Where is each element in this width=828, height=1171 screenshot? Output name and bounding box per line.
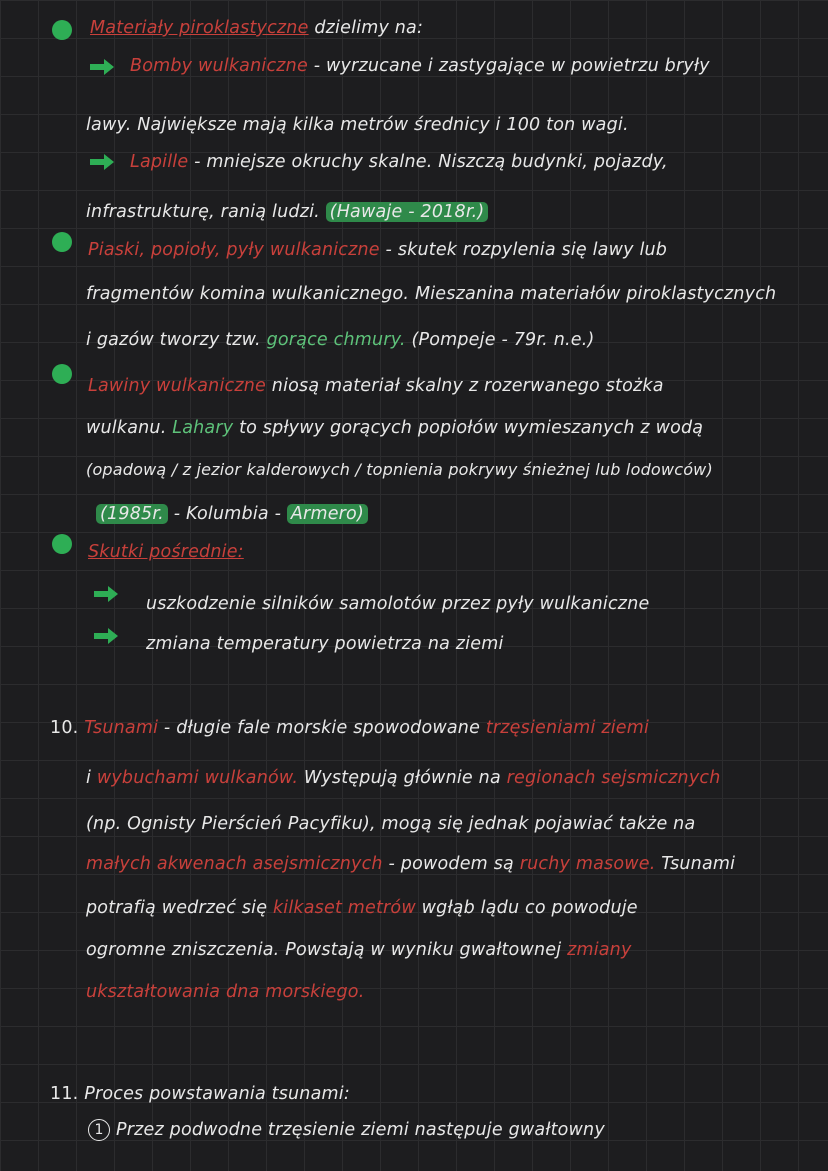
text: Przez podwodne trzęsienie ziemi następuje gwałtowny [116,1120,605,1140]
s11-title [50,1082,350,1106]
text: - skutek rozpylenia się lawy lub [385,240,668,260]
text: (Pompeje - 79r. n.e.) [411,330,595,350]
bullet-dot-icon [52,534,72,554]
arrow-right-icon [88,57,116,77]
s2-line-2: fragmentów komina wulkanicznego. Mieszanina materiałów piroklastycznych [86,284,777,304]
term-uksztaltowanie-dna: ukształtowania dna morskiego. [86,982,365,1002]
s2-line-1 [88,238,667,262]
highlight-1985: (1985r. [96,504,168,524]
highlight-hawaje: (Hawaje - 2018r.) [326,202,489,222]
text: - wyrzucane i zastygające w powietrzu bryły [313,56,710,76]
text: niosą materiał skalny z rozerwanego stożka [271,376,664,396]
s3-line-4 [96,502,368,526]
term-gorace-chmury: gorące chmury. [266,330,406,350]
text: wgłąb lądu co powoduje [421,898,638,918]
s1-line-5 [86,200,488,224]
s4-item-2: zmiana temperatury powietrza na ziemi [146,634,504,654]
text: Występują głównie na [303,768,501,788]
text: - mniejsze okruchy skalne. Niszczą budynki, pojazdy, [194,152,668,172]
s1-line-4 [130,150,668,174]
text: infrastrukturę, ranią ludzi. [86,202,320,222]
s11-step-1 [88,1118,605,1142]
term-skutki-posrednie: Skutki pośrednie: [88,542,244,562]
s3-line-1 [88,374,664,398]
text: Tsunami [661,854,736,874]
s10-line-6 [86,938,632,962]
term-kilkaset-metrow: kilkaset metrów [272,898,416,918]
term-ruchy-masowe: ruchy masowe. [519,854,656,874]
text: i gazów tworzy tzw. [86,330,261,350]
term-regiony-sejsmiczne: regionach sejsmicznych [506,768,721,788]
term-lahary: Lahary [172,418,234,438]
text: to spływy gorących popiołów wymieszanych z wodą [239,418,704,438]
term-materialy-piroklastyczne: Materiały piroklastyczne [90,18,309,38]
s4-title [88,540,244,564]
section-number: 11. [50,1084,79,1104]
bullet-dot-icon [52,364,72,384]
s10-line-3: (np. Ognisty Pierścień Pacyfiku), mogą się jednak pojawiać także na [86,814,696,834]
text: ogromne zniszczenia. Powstają w wyniku gwałtownej [86,940,562,960]
s10-line-2 [86,766,721,790]
s10-line-1 [50,716,649,740]
text: i [86,768,92,788]
text: Proces powstawania tsunami: [84,1084,350,1104]
arrow-right-icon [92,626,120,646]
s1-line-2 [130,54,710,78]
term-lawiny-wulkaniczne: Lawiny wulkaniczne [88,376,267,396]
arrow-right-icon [88,152,116,172]
s3-line-2 [86,416,703,440]
step-number-circle: 1 [88,1119,110,1141]
s4-item-1: uszkodzenie silników samolotów przez pyły wulkaniczne [146,594,650,614]
bullet-dot-icon [52,232,72,252]
term-zmiany: zmiany [567,940,632,960]
text: - powodem są [388,854,514,874]
term-piaski-popioly: Piaski, popioły, pyły wulkaniczne [88,240,380,260]
s10-line-7 [86,980,364,1004]
s10-line-4 [86,852,735,876]
text: dzielimy na: [314,18,424,38]
term-tsunami: Tsunami [84,718,159,738]
term-lapille: Lapille [130,152,189,172]
text: - długie fale morskie spowodowane [163,718,481,738]
s1-line-1 [90,16,423,40]
s2-line-3 [86,328,595,352]
term-bomby-wulkaniczne: Bomby wulkaniczne [130,56,308,76]
s10-line-5 [86,896,638,920]
s1-line-3: lawy. Największe mają kilka metrów średnicy i 100 ton wagi. [86,115,629,135]
term-trzesienia: trzęsieniami ziemi [485,718,650,738]
highlight-armero: Armero) [287,504,368,524]
section-number: 10. [50,718,79,738]
arrow-right-icon [92,584,120,604]
bullet-dot-icon [52,20,72,40]
term-male-akweny: małych akwenach asejsmicznych [86,854,383,874]
text: wulkanu. [86,418,167,438]
text: potrafią wedrzeć się [86,898,268,918]
term-wybuchy: wybuchami wulkanów. [96,768,299,788]
text: - Kolumbia - [173,504,282,524]
s3-line-3: (opadową / z jezior kalderowych / topnienia pokrywy śnieżnej lub lodowców) [86,460,713,479]
